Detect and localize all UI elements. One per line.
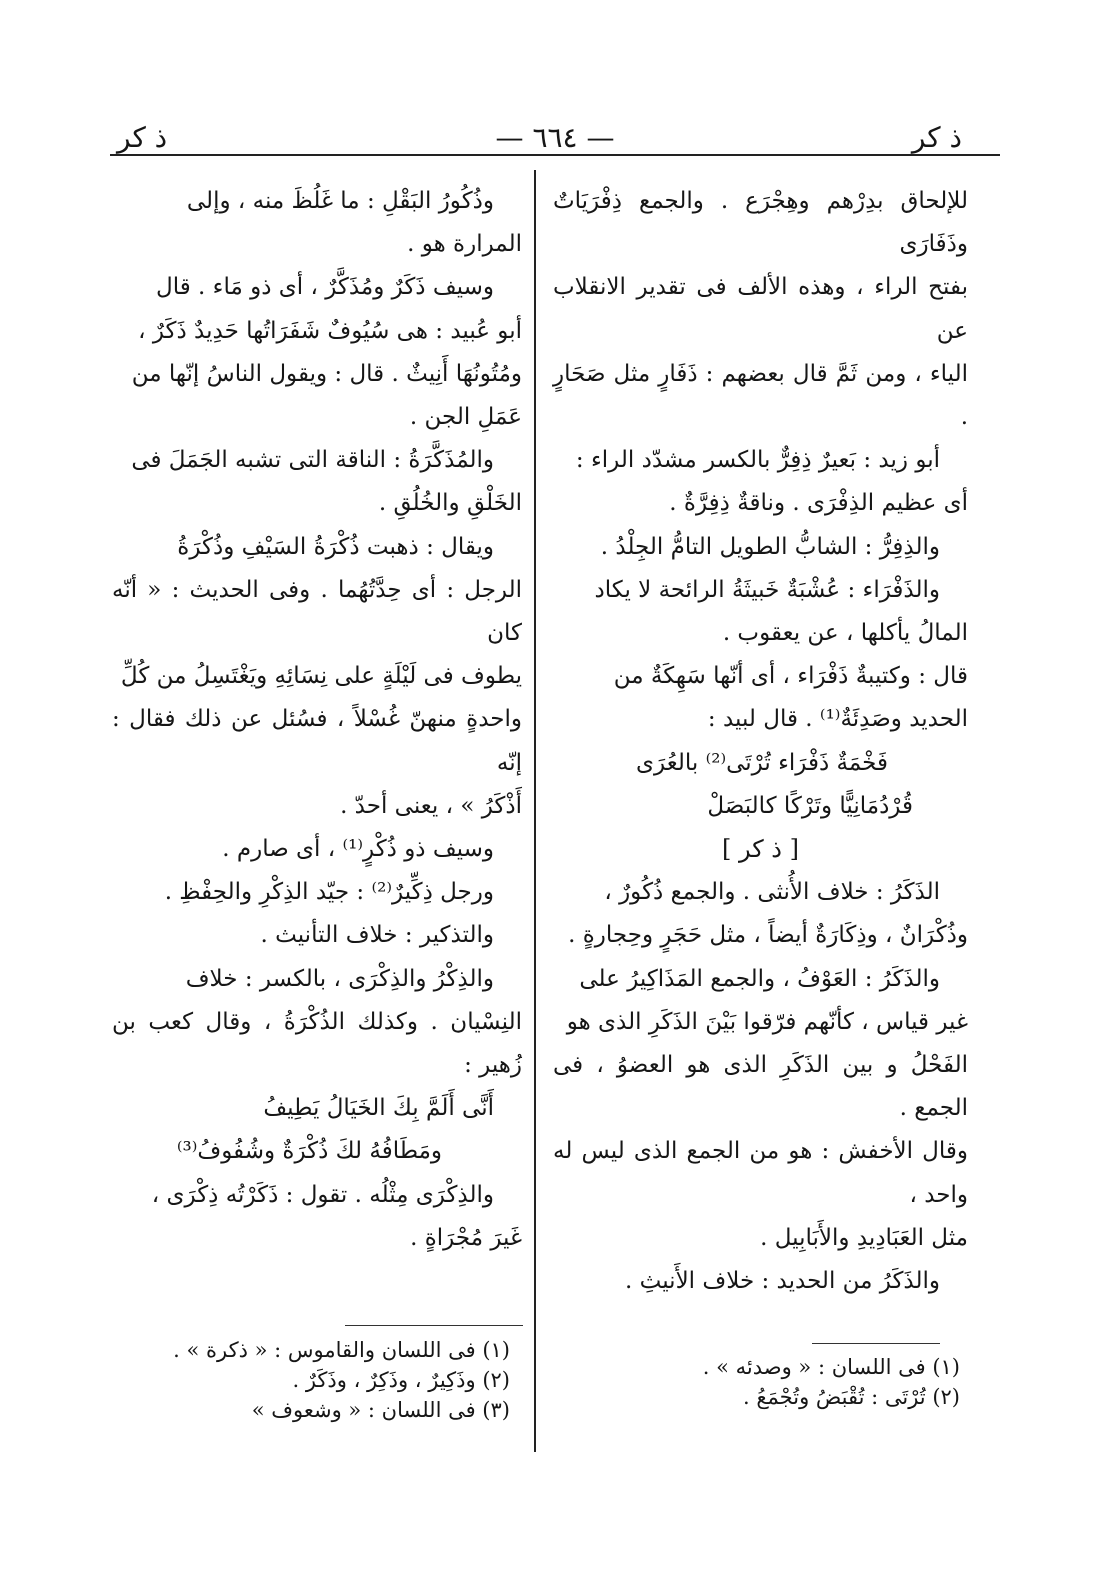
verse-line: ومَطَافُهُ لكَ ذُكْرَةٌ وشُفُوفُ⁽³⁾ [176,1138,442,1165]
text-line: والتذكير : خلاف التأنيث . [260,922,494,949]
text-line: ومُتُونُهَا أَنِيثٌ . قال : ويقول الناسُ إنّها من [131,360,522,387]
verse-line: أَنَّى أَلَمَّ بِكَ الخَيَالُ يَطِيفُ [263,1095,494,1122]
verse-line: قُرْدُمَانِيًّا وتَرْكًا كالبَصَلْ [707,792,913,819]
left-column [112,180,522,1260]
verse-line: فَخْمَةٌ ذَفْرَاء تُرْتَى⁽²⁾ بالعُرَى [636,749,888,776]
text-line: والذِكْرُ والذِكْرَى ، بالكسر : خلاف [185,965,494,992]
text-line: والذَفْرَاء : عُشْبَةٌ خَبيثَةُ الرائحة لا يكاد [594,576,940,603]
header-entry-term-right: ذ كر [911,121,962,154]
text-line: عَمَلِ الجن . [409,404,522,431]
header-rule [110,154,1000,156]
text-line: ورجل ذِكِّيرٌ⁽²⁾ : جيّد الذِكْرِ والحِفْظِ . [164,879,494,906]
text-line: والذِكْرَى مِثْلُه . تقول : ذَكَرْتُه ذِكْرَى ، [151,1181,494,1208]
text-line: قال : وكتيبةٌ ذَفْرَاء ، أى أنّها سَهِكَةٌ من [613,663,968,690]
text-line: يطوف فى لَيْلَةٍ على نِسَائِهِ ويَغْتَسِلُ من كُلِّ [120,663,522,690]
text-line: النِسْيان . وكذلك الذُكْرَةُ ، وقال كعب بن زُهير : [112,1008,522,1079]
text-line: غير قياس ، كأنّهم فرّقوا بَيْنَ الذَكَرِ الذى هو [566,1008,968,1035]
text-line: وذُكْرَانٌ ، وذِكَارَةٌ أيضاً ، مثل حَجَرٍ وحِجارةٍ . [568,922,968,949]
text-line: الخَلْقِ والخُلُقِ . [378,490,522,517]
footnote: (٣) فى اللسان : « وشعوف » [251,1398,510,1422]
text-line: والذِفِرُّ : الشابُّ الطويل التامُّ الجِلْدُ . [600,533,940,560]
column-divider [534,170,536,1452]
text-line: والذَكَرُ من الحديد : خلاف الأَنيثِ . [625,1268,940,1295]
page-number: — ٦٦٤ — [495,121,615,154]
text-line: أبو عُبيد : هى سُيُوفٌ شَفَرَاتُها حَدِيدٌ ذَكَرٌ ، [138,317,522,344]
text-line: والمُذَكَّرَةُ : الناقة التى تشبه الجَمَلَ فى [131,447,494,474]
right-column [553,180,968,1303]
text-line: أَذْكَرُ » ، يعنى أحدّ . [340,792,522,819]
text-line: المالُ يأكلها ، عن يعقوب . [722,620,968,647]
text-line: والذَكَرُ : العَوْفُ ، والجمع المَذَاكِيرُ على [579,965,940,992]
text-line: للإلحاق بدِرْهم وهِجْرَع . والجمع ذِفْرَيَاتٌ وذَفَارَى [553,188,968,258]
text-line: الفَحْلُ و بين الذَكَرِ الذى هو العضوُ ، فى الجمع . [553,1052,968,1122]
text-line: المرارة هو . [407,231,522,258]
text-line: واحدةٍ منهنّ غُسْلاً ، فسُئل عن ذلك فقال : إنّه [112,706,522,776]
text-line: مثل العَبَادِيدِ والأَبَابِيل . [760,1224,968,1251]
text-line: أى عظيم الذِفْرَى . وناقةٌ ذِفِرَّةٌ . [669,490,968,517]
footnotes-right [640,1352,960,1412]
header-entry-term-left: ذ كر [117,121,168,154]
footnote: (٢) تُرْتَى : تُقْبَضُ وتُجْمَعُ . [743,1385,960,1409]
text-line: أبو زيد : بَعيرٌ ذِفِرٌّ بالكسر مشدّد الراء : [575,447,940,474]
footnote: (١) فى اللسان والقاموس : « ذكرة » . [173,1338,510,1362]
text-line: الذَكَرُ : خلاف الأُنثى . والجمع ذُكُورٌ ، [604,879,940,906]
footnotes-left [173,1335,510,1425]
text-line: الرجل : أى حِدَّتُهُما . وفى الحديث : « أنّه كان [112,576,522,647]
text-line: الياء ، ومن ثَمَّ قال بعضهم : ذَفَارٍ مثل صَحَارٍ . [553,360,968,431]
text-line: وسيف ذو ذُكْرٍ⁽¹⁾ ، أى صارم . [222,836,494,863]
footnote-rule-right [812,1343,940,1344]
text-line: بفتح الراء ، وهذه الألف فى تقدير الانقلاب عن [553,274,968,344]
footnote: (٢) وذَكِيرٌ ، وذَكِرٌ ، وذَكَرٌ . [292,1368,510,1392]
text-line: ويقال : ذهبت ذُكْرَةُ السَيْفِ وذُكْرَةُ [177,533,494,560]
entry-heading: [ ذ كر ] [722,835,799,864]
text-line: وذُكُورُ البَقْلِ : ما غَلُظَ منه ، وإلى [186,188,494,214]
text-line: غَيرَ مُجْرَاةٍ . [410,1224,522,1251]
footnote: (١) فى اللسان : « وصدئه » . [702,1355,960,1379]
text-line: وسيف ذَكَرٌ ومُذَكَّرٌ ، أى ذو مَاء . قال [156,274,494,301]
text-line: وقال الأخفش : هو من الجمع الذى ليس له واحد ، [553,1138,968,1208]
footnote-rule-left [345,1325,523,1326]
text-line: الحديد وصَدِئَةٌ⁽¹⁾ . قال لبيد : [707,706,968,733]
